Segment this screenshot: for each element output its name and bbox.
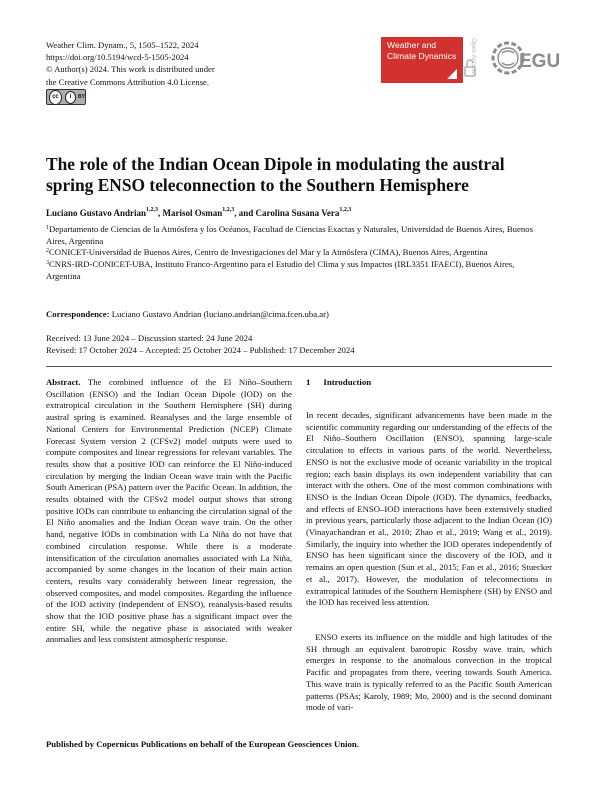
journal-logo-corner-icon [447, 69, 457, 79]
journal-reference: Weather Clim. Dynam., 5, 1505–1522, 2024 [46, 40, 199, 50]
intro-paragraph-1: In recent decades, significant advancements have been made in the scientific community regarding our understanding of the effects of the El Niño–Southern Oscillation (ENSO), spanning large-scale circulation to effects in various parts of the world. Nevertheless, ENSO is not the exclusive mode of oceanic variability in the tropical region; each basin displays its own independent variability that can interact with the others. One of the most common combinations with ENSO is the Indian Ocean Dipole (IOD). The dynamics, feedbacks, and effects of ENSO–IOD interactions have been extensively studied in previous years, particularly those adjacent to the Indian Ocean (IO) (Vinayachandran et al., 2010; Zhao et al., 2019; Wang et al., 2019). Similarly, the inquiry into whether the IOD operates independently of ENSO has been significant since the discovery of the IOD, and it remains an open question (Sun et al., 2015; Fan et al., 2016; Stuecker et al., 2017). However, the modulation of teleconnections in extratropical latitudes of the Southern Hemisphere (SH) by ENSO and the IOD has received less attention. [306, 410, 552, 608]
affiliation-item [46, 247, 536, 259]
author-affil-sup: 1,2,3 [339, 207, 352, 213]
by-person-icon: i [65, 91, 76, 104]
dates-line-2: Revised: 17 October 2024 – Accepted: 25 October 2024 – Published: 17 December 2024 [46, 344, 355, 355]
author-separator: , and [234, 208, 256, 218]
section-title: Introduction [323, 377, 372, 387]
journal-logo-line1: Weather and [387, 40, 437, 50]
affiliation-text: CNRS-IRD-CONICET-UBA, Instituto Franco-Argentino para el Estudio del Clima y sus Impactos (IRL3351 IFAECI), Buenos Aires, Argentina [46, 259, 515, 281]
correspondence-contact[interactable]: Luciano Gustavo Andrian (luciano.andrian@cima.fcen.uba.ar) [111, 309, 329, 319]
affiliations [46, 224, 536, 283]
abstract [46, 377, 292, 646]
open-access-badge [463, 36, 489, 82]
intro-paragraph-2: ENSO exerts its influence on the middle and high latitudes of the SH through an equivalent barotropic Rossby wave train, which emerges in response to the anomalous convection in the tropical Pacific and propagates from there, veering towards South America. This wave train is typically referred to as the Pacific South American patterns (PSAs; Karoly, 1989; Mo, 2000) and is the second dominant mode of vari- [306, 632, 552, 713]
cc-by-badge-icon[interactable] [46, 89, 86, 105]
author-affil-sup: 1,2,3 [222, 207, 235, 213]
publisher-footer: Published by Copernicus Publications on behalf of the European Geosciences Union. [46, 739, 359, 749]
correspondence [46, 309, 329, 319]
egu-logo-icon [491, 37, 561, 81]
author-name: Luciano Gustavo Andrian [46, 208, 147, 218]
citation-header [46, 39, 215, 88]
affiliation-text: Departamento de Ciencias de la Atmósfera y los Océanos, Facultad de Ciencias Exactas y Naturales, Universidad de Buenos Aires, Buenos Aires, Argentina [46, 224, 533, 246]
by-label: BY [78, 94, 85, 100]
author-list [46, 208, 351, 218]
section-heading [306, 377, 371, 387]
abstract-label: Abstract. [46, 377, 81, 387]
author-affil-sup: 1,2,3 [146, 207, 159, 213]
correspondence-label: Correspondence: [46, 309, 110, 319]
paper-title: The role of the Indian Ocean Dipole in modulating the austral spring ENSO teleconnection to the Southern Hemisphere [46, 154, 505, 195]
affiliation-item [46, 259, 536, 282]
affiliation-number: 1 [46, 225, 49, 231]
doi-link[interactable]: https://doi.org/10.5194/wcd-5-1505-2024 [46, 52, 189, 63]
section-number: 1 [306, 377, 311, 387]
dates-line-1: Received: 13 June 2024 – Discussion started: 24 June 2024 [46, 333, 253, 343]
open-access-label: Open Access [470, 38, 477, 75]
affiliation-number: 2 [46, 248, 49, 255]
affiliation-item [46, 224, 536, 247]
affiliation-text: CONICET-Universidad de Buenos Aires, Centro de Investigaciones del Mar y la Atmósfera (CIMA), Buenos Aires, Argentina [49, 247, 488, 258]
header-divider [46, 366, 552, 367]
affiliation-number: 3 [46, 260, 49, 267]
egu-logo-text: EGU [519, 51, 561, 72]
author-name: Marisol Osman [162, 208, 223, 218]
copyright-line: © Author(s) 2024. This work is distributed under [46, 64, 215, 75]
journal-logo-line2: Climate Dynamics [387, 51, 457, 61]
author-separator: , [158, 208, 163, 218]
author-name: Carolina Susana Vera [255, 208, 340, 218]
egu-logo[interactable] [491, 37, 561, 81]
journal-logo[interactable] [381, 37, 463, 83]
license-line: the Creative Commons Attribution 4.0 License. [46, 76, 210, 87]
cc-symbol: cc [49, 90, 62, 105]
abstract-text: The combined influence of the El Niño–Southern Oscillation (ENSO) and the Indian Ocean Dipole (IOD) on the extratropical circulation in the Southern Hemisphere (SH) during austral spring is examined. Reanalyses and the large ensemble of National Centers for Environmental Prediction (NCEP) Climate Forecast System version 2 (CFSv2) model outputs were used to compute composites and linear regressions for relevant variables. The results show that a positive IOD can reinforce the El Niño-induced circulation by merging the Indian Ocean wave train with the Pacific South American (PSA) pattern over the Pacific Ocean. In addition, the results obtained with the CFSv2 model output shows that strong positive IODs can contribute to enhancing the circulation signal of the El Niño anomalies and the Indian Ocean wave train. On the other hand, negative IODs in combination with La Niña do not have that combined circulation response. While there is a moderate intensification of the circulation anomalies associated with La Niña, accompanied by some changes in the location of their main action centers, results vary considerably between linear regression, the observed composites, and model composites. Regarding the influence of the IOD activity (independent of ENSO), reanalysis-based results show that the IOD positive phase has a significant impact over the entire SH, while the negative phase is associated with weaker anomalies and less consistent atmospheric response. [46, 377, 292, 645]
publication-dates [46, 333, 355, 356]
